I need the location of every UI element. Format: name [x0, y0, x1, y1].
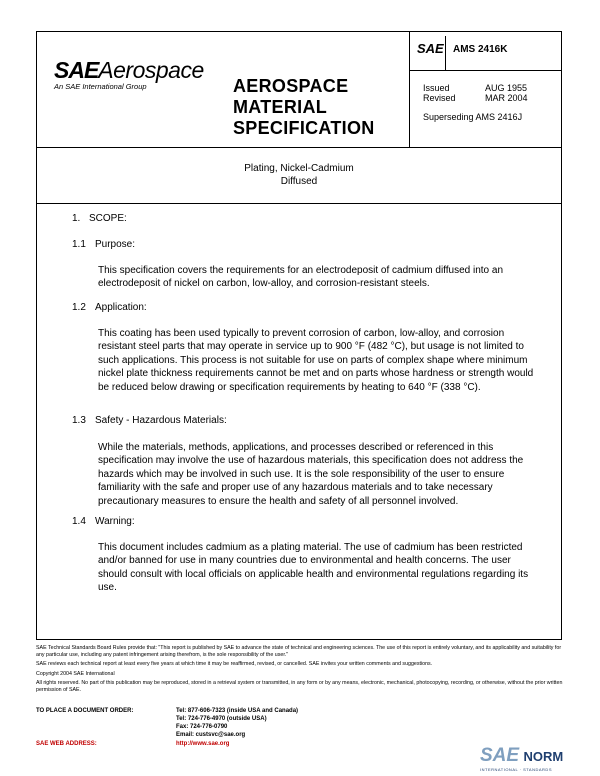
- section-label: Application:: [95, 302, 147, 313]
- issued-value: AUG 1955: [485, 83, 528, 93]
- section-label: Purpose:: [95, 239, 136, 250]
- header-bottom-rule: [37, 147, 561, 148]
- sae-mark: SAE: [417, 41, 444, 56]
- footer-copyright: Copyright 2004 SAE International: [36, 670, 115, 677]
- order-tel: Tel: 877-606-7323 (inside USA and Canada): [176, 708, 299, 714]
- footer: [36, 645, 566, 696]
- spec-title-line: MATERIAL: [233, 97, 328, 117]
- application-text: This coating has been used typically to prevent corrosion of carbon, low-alloy, and corrosion resistant steel parts that may operate in service up to 900 °F (482 °C), but usage is not limited to such applications. This process is not suitable for use on parts of complex shape where minimum nickel plate thickness requirements cannot be met and on parts whose hardness or strength would be reduced below drawing or specification requirements by heating to 640 °F (338 °C).: [98, 328, 534, 393]
- header-divider: [445, 36, 446, 70]
- norm-sae: SAE: [480, 745, 520, 766]
- subject-line: Plating, Nickel-Cadmium: [244, 163, 354, 174]
- order-label: TO PLACE A DOCUMENT ORDER:: [36, 708, 134, 714]
- section-number: 1.3: [72, 415, 86, 426]
- order-email: Email: custsvc@sae.org: [176, 732, 246, 738]
- sae-aerospace-logo: [54, 57, 204, 91]
- doc-number: AMS 2416K: [453, 44, 508, 55]
- footer-rights: All rights reserved. No part of this publication may be reproduced, stored in a retrieval system or transmitted, in any form or by any means, electronic, mechanical, photocopying, recording, or otherwise, without the prior written permission of SAE.: [36, 679, 563, 694]
- doc-subject: [37, 162, 561, 188]
- document-frame: [36, 31, 562, 640]
- issued-label: Issued: [423, 83, 450, 93]
- logo-aerospace: Aerospace: [98, 57, 204, 83]
- logo-tagline: An SAE International Group: [54, 82, 147, 91]
- header-divider: [409, 32, 410, 147]
- sae-norm-watermark: [480, 745, 563, 772]
- order-tel2: Tel: 724-776-4970 (outside USA): [176, 716, 267, 722]
- title-bottom-rule: [37, 203, 561, 204]
- section-number: 1.1: [72, 239, 86, 250]
- web-label: SAE WEB ADDRESS:: [36, 741, 97, 747]
- section-number: 1.4: [72, 516, 86, 527]
- spec-title-line: AEROSPACE: [233, 76, 349, 96]
- spec-title: [233, 76, 375, 139]
- header-divider: [409, 70, 561, 71]
- section-number: 1.2: [72, 302, 86, 313]
- section-label: SCOPE:: [89, 213, 127, 224]
- norm-sub: INTERNATIONAL · STANDARDS: [480, 767, 552, 772]
- footer-review: SAE reviews each technical report at least every five years at which time it may be reaffirmed, revised, or cancelled. SAE invites your written comments and suggestions.: [36, 661, 433, 668]
- issued-row: [423, 83, 528, 93]
- section-label: Safety - Hazardous Materials:: [95, 415, 227, 426]
- section-number: 1.: [72, 213, 81, 224]
- revised-row: [423, 93, 528, 103]
- revised-label: Revised: [423, 93, 456, 103]
- superseding: Superseding AMS 2416J: [423, 112, 523, 122]
- logo-sae: SAE: [54, 57, 99, 83]
- warning-text: This document includes cadmium as a plating material. The use of cadmium has been restricted and/or banned for use in many countries due to environmental and health concerns. The user should consult with local officials on applicable health and environmental regulations regarding its use.: [98, 542, 529, 594]
- purpose-text: This specification covers the requirements for an electrodeposit of cadmium diffused into an electrodeposit of nickel on carbon, low-alloy, and corrosion-resistant steels.: [98, 265, 504, 290]
- footer-rules: SAE Technical Standards Board Rules provide that: "This report is published by SAE to advance the state of technical and engineering sciences. The use of this report is entirely voluntary, and its applicability and suitability for any particular use, including any patent infringement arising therefrom, is the sole responsibility of the user.": [36, 645, 562, 659]
- section-label: Warning:: [95, 516, 135, 527]
- norm-word: NORM: [523, 749, 564, 764]
- subject-line: Diffused: [280, 176, 318, 187]
- order-fax: Fax: 724-776-0790: [176, 724, 228, 730]
- spec-title-line: SPECIFICATION: [233, 118, 375, 138]
- web-link[interactable]: http://www.sae.org: [176, 741, 230, 747]
- revised-value: MAR 2004: [485, 93, 528, 103]
- safety-text: While the materials, methods, applications, and processes described or referenced in this specification may involve the use of hazardous materials, this specification does not address the hazards which may be involved in such use. It is the sole responsibility of the user to ensure familiarity with the safe and proper use of any hazardous materials and to take necessary precautionary measures to ensure the health and safety of all personnel involved.: [98, 442, 524, 507]
